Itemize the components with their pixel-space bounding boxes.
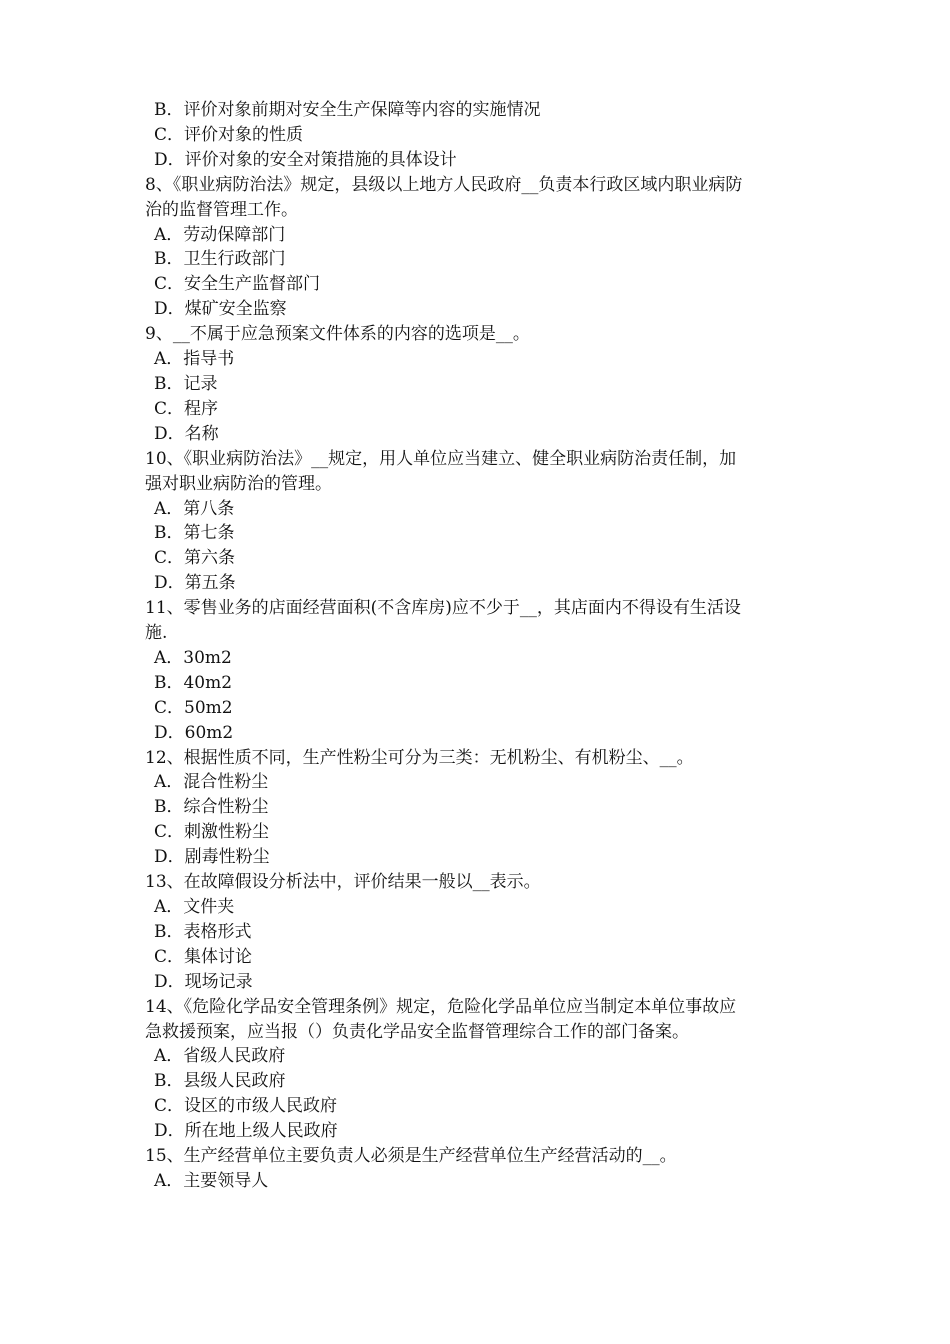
option-line: D．第五条 — [154, 573, 236, 594]
option-line: C．集体讨论 — [154, 946, 253, 967]
option-line: B．表格形式 — [154, 921, 252, 942]
option-line: B．县级人民政府 — [154, 1071, 286, 1092]
option-line: A．文件夹 — [154, 897, 235, 917]
option-line: B．40m2 — [154, 672, 233, 693]
option-line: C．程序 — [154, 398, 219, 419]
option-line: A．指导书 — [154, 349, 235, 370]
question-line: 施. — [145, 623, 168, 644]
option-line: D．评价对象的安全对策措施的具体设计 — [154, 149, 457, 170]
option-line: A．主要领导人 — [154, 1170, 269, 1191]
option-line: A．省级人民政府 — [154, 1046, 286, 1067]
option-line: C．第六条 — [154, 548, 236, 569]
option-line: C．设区的市级人民政府 — [154, 1096, 338, 1117]
option-line: A．30m2 — [154, 647, 232, 668]
question-line: 治的监督管理工作。 — [145, 199, 298, 220]
option-line: C．安全生产监督部门 — [154, 274, 321, 295]
question-line: 13、在故障假设分析法中，评价结果一般以__表示。 — [145, 872, 541, 893]
document-page — [145, 98, 815, 1194]
question-line: 9、__不属于应急预案文件体系的内容的选项是__。 — [145, 324, 530, 345]
option-line: A．第八条 — [154, 498, 235, 519]
option-line: A．劳动保障部门 — [154, 224, 286, 245]
option-line: C．50m2 — [154, 697, 233, 718]
question-line: 强对职业病防治的管理。 — [145, 473, 332, 494]
option-line: D．剧毒性粉尘 — [154, 847, 270, 868]
question-line: 14、《危险化学品安全管理条例》规定，危险化学品单位应当制定本单位事故应 — [145, 996, 737, 1017]
question-line: 8、《职业病防治法》规定，县级以上地方人民政府__负责本行政区域内职业病防 — [145, 174, 743, 195]
option-line: B．卫生行政部门 — [154, 249, 286, 270]
question-line: 10、《职业病防治法》__规定，用人单位应当建立、健全职业病防治责任制，加 — [145, 448, 737, 469]
option-line: B．第七条 — [154, 523, 235, 544]
option-line: D．现场记录 — [154, 971, 253, 992]
option-line: D．60m2 — [154, 722, 234, 743]
question-line: 12、根据性质不同，生产性粉尘可分为三类：无机粉尘、有机粉尘、__。 — [145, 747, 694, 768]
option-line: B．综合性粉尘 — [154, 797, 269, 818]
question-line: 急救援预案，应当报（）负责化学品安全监督管理综合工作的部门备案。 — [145, 1021, 689, 1042]
question-line: 15、生产经营单位主要负责人必须是生产经营单位生产经营活动的__。 — [145, 1146, 677, 1167]
option-line: C．评价对象的性质 — [154, 124, 304, 145]
option-line: D．煤矿安全监察 — [154, 299, 287, 320]
question-line: 11、零售业务的店面经营面积(不含库房)应不少于__，其店面内不得设有生活设 — [145, 598, 741, 619]
option-line: B．评价对象前期对安全生产保障等内容的实施情况 — [154, 100, 541, 120]
option-line: B．记录 — [154, 373, 218, 394]
option-line: C．刺激性粉尘 — [154, 822, 270, 843]
option-line: A．混合性粉尘 — [154, 772, 269, 793]
option-line: D．名称 — [154, 423, 219, 444]
option-line: D．所在地上级人民政府 — [154, 1121, 338, 1142]
